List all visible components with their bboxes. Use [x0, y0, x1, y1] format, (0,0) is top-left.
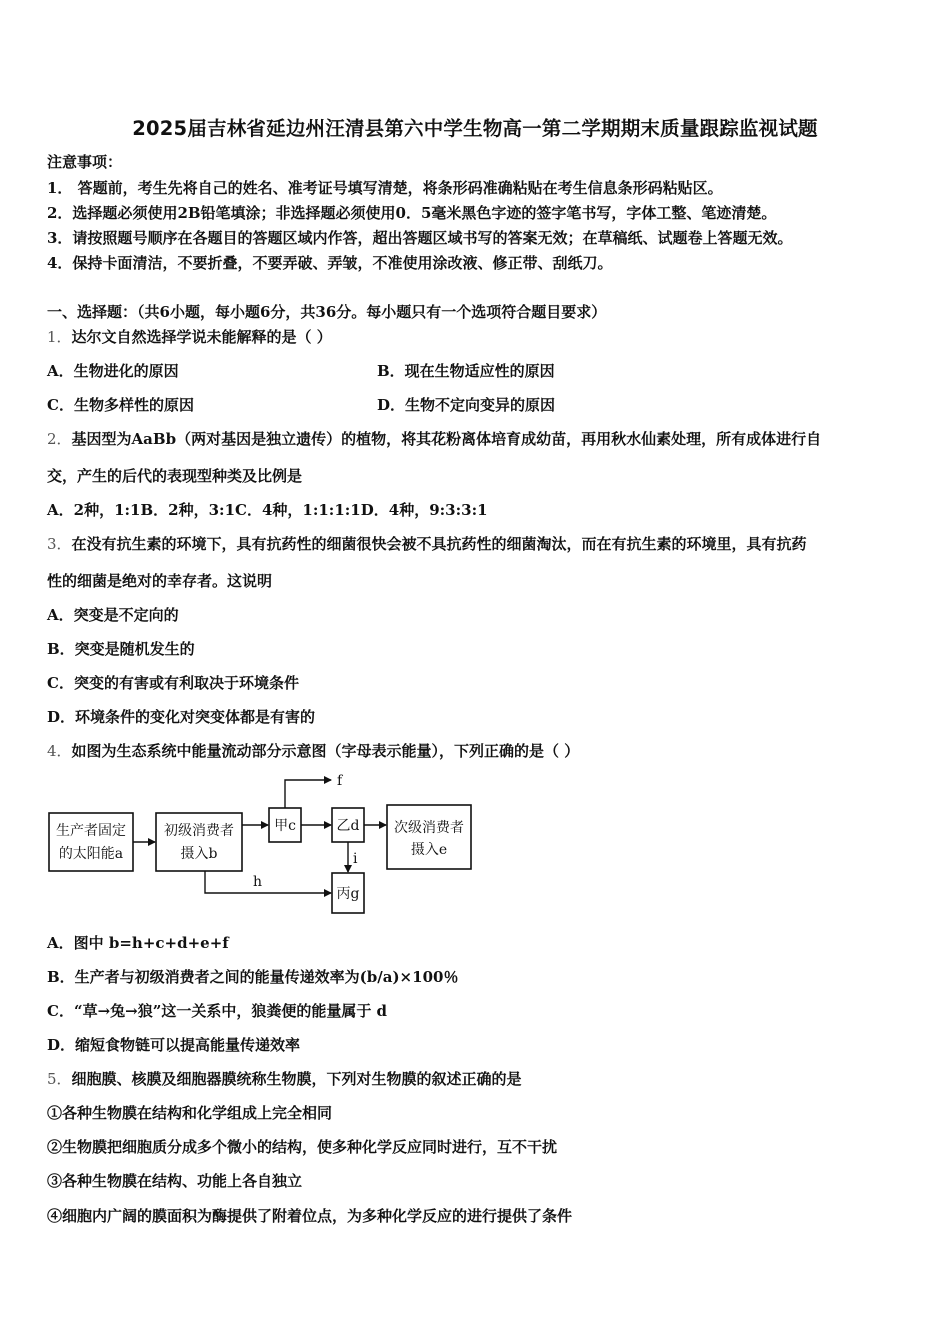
q3-option-c: C．突变的有害或有利取决于环境条件	[47, 674, 299, 692]
section-heading: 一、选择题：（共6小题，每小题6分，共36分。每小题只有一个选项符合题目要求）	[47, 303, 607, 321]
q2-options: A．2种，1:1B．2种，3:1C．4种，1:1:1:1D．4种，9:3:3:1	[47, 501, 488, 519]
question-text: 达尔文自然选择学说未能解释的是（ ）	[71, 328, 332, 346]
secondary-consumer-box	[387, 805, 471, 869]
bing-label: 丙g	[336, 886, 360, 902]
q3-option-d: D．环境条件的变化对突变体都是有害的	[47, 708, 316, 726]
energy-flow-diagram	[45, 768, 485, 918]
question-number: 3．	[47, 535, 72, 553]
question-3	[47, 534, 807, 554]
notice-item-4: 4．保持卡面清洁，不要折叠，不要弄破、弄皱，不准使用涂改液、修正带、刮纸刀。	[47, 254, 613, 272]
arrow-f	[285, 780, 331, 808]
question-number: 4．	[47, 742, 72, 760]
question-number: 1．	[47, 328, 72, 346]
secondary-label-2: 摄入e	[410, 842, 448, 858]
question-3-cont: 性的细菌是绝对的幸存者。这说明	[47, 572, 273, 590]
question-number: 2．	[47, 430, 72, 448]
question-2-cont: 交，产生的后代的表现型种类及比例是	[47, 467, 303, 485]
primary-label-1: 初级消费者	[164, 823, 234, 839]
q1-option-c: C．生物多样性的原因	[47, 396, 194, 414]
q4-option-d: D．缩短食物链可以提高能量传递效率	[47, 1036, 301, 1054]
question-number: 5．	[47, 1070, 72, 1088]
primary-consumer-box	[156, 813, 242, 871]
q3-option-a: A．突变是不定向的	[47, 606, 179, 624]
label-i: i	[353, 851, 358, 867]
producer-label-1: 生产者固定	[56, 823, 126, 839]
q4-option-c: C．“草→兔→狼”这一关系中，狼粪便的能量属于 d	[47, 1002, 388, 1020]
question-4	[47, 741, 579, 761]
producer-box	[49, 813, 133, 871]
q3-option-b: B．突变是随机发生的	[47, 640, 195, 658]
q5-item-1: ①各种生物膜在结构和化学组成上完全相同	[47, 1104, 333, 1122]
label-h: h	[253, 874, 263, 890]
q1-option-a: A．生物进化的原因	[47, 362, 179, 380]
question-2	[47, 429, 821, 449]
arrow-h	[205, 871, 331, 893]
notice-item-3: 3．请按照题号顺序在各题目的答题区域内作答，超出答题区域书写的答案无效；在草稿纸、试题卷上答题无效。	[47, 229, 793, 247]
q4-option-b: B．生产者与初级消费者之间的能量传递效率为(b/a)×100％	[47, 968, 459, 986]
jia-label: 甲c	[274, 818, 296, 834]
question-5	[47, 1069, 522, 1089]
yi-label: 乙d	[336, 818, 360, 834]
q5-item-3: ③各种生物膜在结构、功能上各自独立	[47, 1172, 303, 1190]
q1-option-d: D．生物不定向变异的原因	[377, 396, 556, 414]
producer-label-2: 的太阳能a	[58, 846, 124, 862]
secondary-label-1: 次级消费者	[394, 820, 464, 836]
question-1	[47, 327, 332, 347]
notice-heading: 注意事项：	[47, 153, 123, 171]
label-f: f	[337, 773, 343, 789]
question-text: 细胞膜、核膜及细胞器膜统称生物膜，下列对生物膜的叙述正确的是	[71, 1070, 522, 1088]
q1-option-b: B．现在生物适应性的原因	[377, 362, 555, 380]
question-text: 在没有抗生素的环境下，具有抗药性的细菌很快会被不具抗药性的细菌淘汰，而在有抗生素的环境里，具有抗药	[71, 535, 807, 553]
notice-item-1: 1． 答题前，考生先将自己的姓名、准考证号填写清楚，将条形码准确粘贴在考生信息条形码粘贴区。	[47, 179, 723, 197]
q4-option-a: A．图中 b=h+c+d+e+f	[47, 934, 229, 952]
page-title: 2025届吉林省延边州汪清县第六中学生物高一第二学期期末质量跟踪监视试题	[132, 117, 818, 140]
q5-item-4: ④细胞内广阔的膜面积为酶提供了附着位点，为多种化学反应的进行提供了条件	[47, 1207, 573, 1225]
q5-item-2: ②生物膜把细胞质分成多个微小的结构，使多种化学反应同时进行，互不干扰	[47, 1138, 558, 1156]
primary-label-2: 摄入b	[180, 846, 218, 862]
question-text: 如图为生态系统中能量流动部分示意图（字母表示能量），下列正确的是（ ）	[71, 742, 580, 760]
question-text: 基因型为AaBb（两对基因是独立遗传）的植物，将其花粉离体培育成幼苗，再用秋水仙素处理，所有成体进行自	[71, 430, 822, 448]
notice-item-2: 2．选择题必须使用2B铅笔填涂；非选择题必须使用0．5毫米黑色字迹的签字笔书写，字体工整、笔迹清楚。	[47, 204, 777, 222]
